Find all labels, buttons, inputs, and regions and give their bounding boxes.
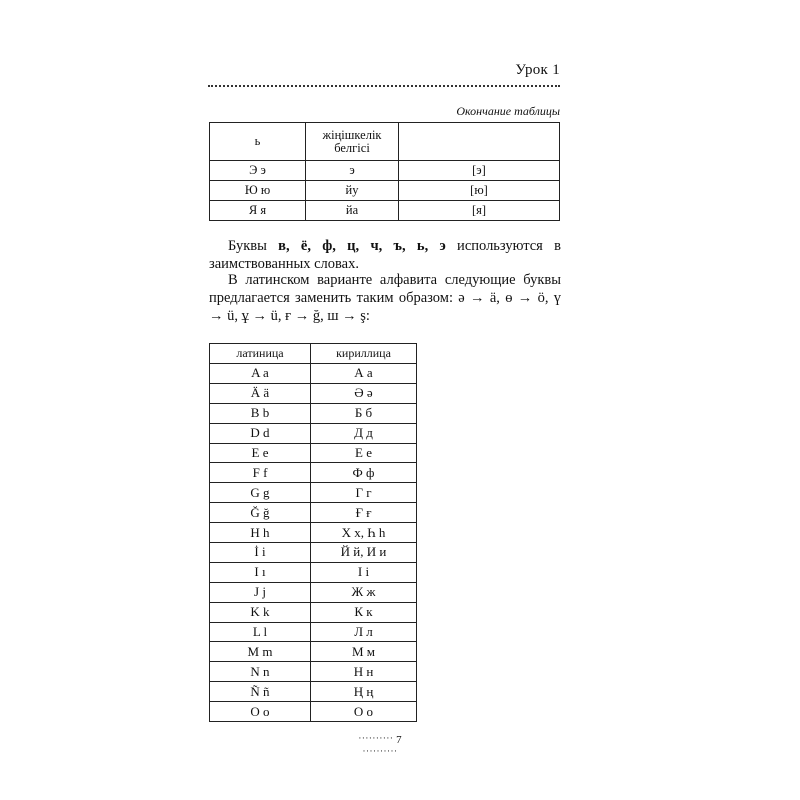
paragraph-text: Буквы bbox=[228, 238, 279, 254]
table-row bbox=[210, 463, 417, 483]
table-row bbox=[210, 364, 417, 384]
cyrillic-letter-cell: Х х, Һ һ bbox=[311, 523, 417, 543]
page-footer bbox=[340, 733, 420, 759]
table-row bbox=[210, 123, 560, 161]
table-cell: жіңішкелік белгісі bbox=[306, 123, 399, 161]
table-row bbox=[210, 201, 560, 221]
table-continuation-caption: Окончание таблицы bbox=[456, 104, 560, 118]
latin-letter-cell: H h bbox=[210, 523, 311, 543]
latin-replacement-paragraph: В латинском варианте алфавита следующие буквы предлагается заменить таким образом: ə → ä, ө → ö, ү → ü, ұ → ü, ғ → ğ, ш → ş: bbox=[209, 272, 561, 324]
footer-dots-right: ·········· bbox=[362, 746, 398, 756]
cyrillic-letter-cell: К к bbox=[311, 602, 417, 622]
latin-cyrillic-table bbox=[209, 343, 417, 722]
latin-letter-cell: A a bbox=[210, 364, 311, 384]
table-row bbox=[210, 582, 417, 602]
alphabet-table-continuation bbox=[209, 122, 560, 221]
table-row bbox=[210, 622, 417, 642]
header-dotted-rule bbox=[208, 85, 560, 87]
cyrillic-letter-cell: Е е bbox=[311, 443, 417, 463]
table-row bbox=[210, 423, 417, 443]
table-cell: Ю ю bbox=[210, 181, 306, 201]
cyrillic-letter-cell: А а bbox=[311, 364, 417, 384]
table-row bbox=[210, 543, 417, 563]
latin-letter-cell: O o bbox=[210, 702, 311, 722]
table-cell: Э э bbox=[210, 161, 306, 181]
latin-letter-cell: M m bbox=[210, 642, 311, 662]
latin-letter-cell: L l bbox=[210, 622, 311, 642]
table-row bbox=[210, 702, 417, 722]
table-row bbox=[210, 181, 560, 201]
paragraph-bold-letters: в, ё, ф, ц, ч, ъ, ь, э bbox=[278, 238, 446, 254]
table-cell: э bbox=[306, 161, 399, 181]
table-row bbox=[210, 662, 417, 682]
column-header-latin: латиница bbox=[210, 344, 311, 364]
table-row bbox=[210, 443, 417, 463]
latin-letter-cell: B b bbox=[210, 403, 311, 423]
table-cell: Я я bbox=[210, 201, 306, 221]
table-cell bbox=[399, 123, 560, 161]
cyrillic-letter-cell: Ф ф bbox=[311, 463, 417, 483]
cyrillic-letter-cell: Б б bbox=[311, 403, 417, 423]
table-row bbox=[210, 562, 417, 582]
cyrillic-letter-cell: Ң ң bbox=[311, 682, 417, 702]
table-row bbox=[210, 682, 417, 702]
cyrillic-letter-cell: Д д bbox=[311, 423, 417, 443]
paragraph-text: используются в заимствованных словах. bbox=[209, 238, 561, 272]
cyrillic-letter-cell: Й й, И и bbox=[311, 543, 417, 563]
table-row bbox=[210, 503, 417, 523]
latin-cyrillic-table-body bbox=[210, 344, 417, 722]
latin-letter-cell: J j bbox=[210, 582, 311, 602]
cyrillic-letter-cell: Н н bbox=[311, 662, 417, 682]
latin-letter-cell: Ä ä bbox=[210, 383, 311, 403]
latin-letter-cell: Ğ ğ bbox=[210, 503, 311, 523]
cyrillic-letter-cell: Л л bbox=[311, 622, 417, 642]
table-cell: [я] bbox=[399, 201, 560, 221]
cyrillic-letter-cell: І і bbox=[311, 562, 417, 582]
table-cell: [ю] bbox=[399, 181, 560, 201]
table-row bbox=[210, 483, 417, 503]
latin-letter-cell: I ı bbox=[210, 562, 311, 582]
table-row bbox=[210, 161, 560, 181]
table-header-row bbox=[210, 344, 417, 364]
latin-letter-cell: K k bbox=[210, 602, 311, 622]
latin-letter-cell: E e bbox=[210, 443, 311, 463]
cyrillic-letter-cell: Ғ ғ bbox=[311, 503, 417, 523]
table-cell: [э] bbox=[399, 161, 560, 181]
latin-letter-cell: N n bbox=[210, 662, 311, 682]
table-row bbox=[210, 523, 417, 543]
cyrillic-letter-cell: Г г bbox=[311, 483, 417, 503]
table-row bbox=[210, 403, 417, 423]
footer-dots-left: ·········· bbox=[358, 733, 394, 743]
table-row bbox=[210, 642, 417, 662]
latin-letter-cell: F f bbox=[210, 463, 311, 483]
table-row bbox=[210, 383, 417, 403]
borrowed-letters-paragraph bbox=[209, 237, 561, 273]
table-cell: йу bbox=[306, 181, 399, 201]
latin-letter-cell: G g bbox=[210, 483, 311, 503]
page-number: 7 bbox=[396, 734, 402, 746]
cyrillic-letter-cell: М м bbox=[311, 642, 417, 662]
column-header-cyrillic: кириллица bbox=[311, 344, 417, 364]
lesson-header-title: Урок 1 bbox=[515, 62, 560, 78]
latin-letter-cell: İ i bbox=[210, 543, 311, 563]
table-cell: ь bbox=[210, 123, 306, 161]
cyrillic-letter-cell: Ә ә bbox=[311, 383, 417, 403]
table-cell: йа bbox=[306, 201, 399, 221]
table-row bbox=[210, 602, 417, 622]
cyrillic-letter-cell: Ж ж bbox=[311, 582, 417, 602]
latin-letter-cell: D d bbox=[210, 423, 311, 443]
cyrillic-letter-cell: О о bbox=[311, 702, 417, 722]
latin-letter-cell: Ñ ñ bbox=[210, 682, 311, 702]
